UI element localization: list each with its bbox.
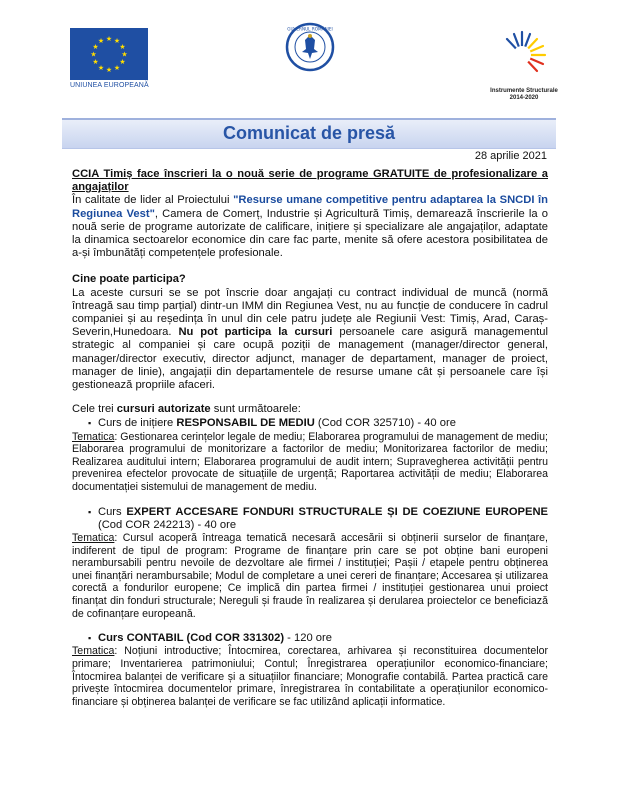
courses-intro-bold: cursuri autorizate [116,403,211,416]
course-item-2 [72,506,548,532]
course-3-topics-text: : Noțiuni introductive; Întocmirea, corectarea, arhivarea și reconstituirea documentelor primare; Inventarierea patrimoniului; Contul; Înregistrarea operațiunilor economico-financiare; Întocmirea balanței de verificare și a situațiilor financiare; Monografie contabilă. Partea practică care privește întocmirea documentelor primare, înregistrarea în contabilitate a operațiunilor economico-financiare și obținerea balanței de verificare se fac utilizând aplicații informatice. [72,645,548,708]
eu-caption: UNIUNEA EUROPEANĂ [70,82,149,89]
svg-text:★: ★ [105,66,113,74]
intro-text-b: , Camera de Comerț, Industrie și Agricultură Timiș, demarează înscrierile la o nouă serie de programe autorizate de calificare, inițiere și specializare ale angajaților, adaptate la dinamica sectoarelor economice din care fac parte, menite să ofere acestora posibilitatea de a-și îmbunătăți competențele profesionale. [72,207,549,260]
courses-intro-b: sunt următoarele: [210,403,301,416]
bullet-icon: ▪ [88,633,92,644]
course-1-topics-text: : Gestionarea cerințelor legale de mediu; Elaborarea programului de management de mediu; Elaborarea programului de monitorizare a factorilor de mediu; Monitorizarea factorilor de mediu; Realizarea auditului intern; Elaborarea programului de audit intern; Supravegherea activității pentru prevenirea efectelor provocate de situațiile de urgență; Raportarea activității de mediu; Elaborarea documentației sistemului de management de mediu. [72,430,548,494]
svg-text:★: ★ [113,64,121,72]
document-body [72,168,548,708]
course-1-topics [72,431,548,494]
project-name: "Resurse umane competitive pentru adaptarea la SNCDI în Regiunea Vest" [72,194,549,220]
logo-header [0,22,619,117]
svg-text:★: ★ [119,43,126,51]
gov-logo-text: GUVERNUL ROMÂNIEI [287,26,333,32]
eu-stars-icon [70,28,148,80]
who-text-b: persoanele care asigură managementul strategic al companiei și care ocupă poziții de management (manager/director general, manager/director executiv, director adjunct, manager de departament, manager de proiect, manager de linie), angajații din departamentele de resurse umane cât și persoanele care își gestionează propriile afaceri. [72,326,548,392]
course-2-topics-label: Tematica [72,532,115,545]
structural-instruments-caption [480,88,568,102]
svg-text:★: ★ [92,43,99,51]
svg-text:★: ★ [105,35,113,43]
release-date: 28 aprilie 2021 [474,150,547,162]
course-3-title [98,632,332,645]
course-2-title [98,506,548,532]
course-3-topics [72,645,548,708]
course-item-1 [72,417,548,430]
intro-text-a: În calitate de lider al Proiectului [72,194,234,207]
course-3-name: Curs CONTABIL (Cod COR 331302) [98,632,285,645]
course-3-topics-label: Tematica [72,645,115,658]
course-2-prefix: Curs [98,505,127,518]
course-1-suffix: (Cod COR 325710) - 40 ore [314,417,456,430]
who-paragraph [72,287,548,393]
course-2-suffix: (Cod COR 242213) - 40 ore [98,518,237,531]
is-caption-line-1: Instrumente Structurale [490,88,558,94]
svg-text:★: ★ [119,58,126,66]
who-text-a: La aceste cursuri se se pot înscrie doar angajați cu contract individual de muncă (normă întreagă sau timp parțial) dintr-un IMM din Regiunea Vest, nu au funcție de conducere în cadrul companiei și au reședința în unul din cele patru județe ale Regiunii Vest: Timiș, Arad, Caraș-Severin,Hunedoara. [72,286,548,339]
svg-text:★: ★ [97,37,105,45]
press-release-banner [62,118,556,149]
structural-instruments-logo [493,26,551,84]
who-exclusion-bold: Nu pot participa la cursuri [178,326,333,339]
course-2-topics [72,532,548,620]
svg-text:★: ★ [90,50,97,59]
courses-intro-a: Cele trei [72,403,117,416]
bullet-icon: ▪ [88,506,92,517]
is-caption-line-2: 2014-2020 [509,95,539,101]
course-2-topics-text: : Cursul acoperă întreaga tematică necesară accesării si obținerii surselor de finanțare, indiferent de tipul de program: Programe de finanțare prin care se pot obține bani europeni nerambursabili pentru nevoile de dezvoltare ale firmei / instituției; Pașii / etapele pentru obținerea unei finanțări nerambursabile; Modul de completare a unei cereri de finanțare; Accesarea și utilizarea corectă a fondurilor europene; Ce implică din partea firmei / instituției gestionarea unui proiect finanțat din fonduri structurale; Nereguli și fraude în realizarea și derularea proiectelor ce beneficiază de cofinanțare europeană. [72,532,548,620]
course-1-title [98,417,456,430]
romanian-government-logo [285,22,335,72]
course-3-suffix: - 120 ore [284,632,332,645]
svg-text:★: ★ [121,50,128,59]
svg-text:★: ★ [92,58,99,66]
course-1-name: RESPONSABIL DE MEDIU [176,417,315,430]
who-heading: Cine poate participa? [72,273,186,286]
intro-paragraph [72,194,548,260]
course-1-topics-label: Tematica [72,430,115,443]
banner-title: Comunicat de presă [222,123,396,143]
course-item-3 [72,632,548,645]
svg-text:★: ★ [97,64,105,72]
course-2-name: EXPERT ACCESARE FONDURI STRUCTURALE ȘI DE COEZIUNE EUROPENE [126,505,549,518]
course-1-prefix: Curs de inițiere [98,417,177,430]
bullet-icon: ▪ [88,418,92,429]
headline: CCIA Timiș face înscrieri la o nouă serie de programe GRATUITE de profesionalizare a angajaților [72,168,548,194]
eu-flag-logo [70,28,148,80]
svg-text:★: ★ [113,37,121,45]
courses-intro [72,403,548,416]
